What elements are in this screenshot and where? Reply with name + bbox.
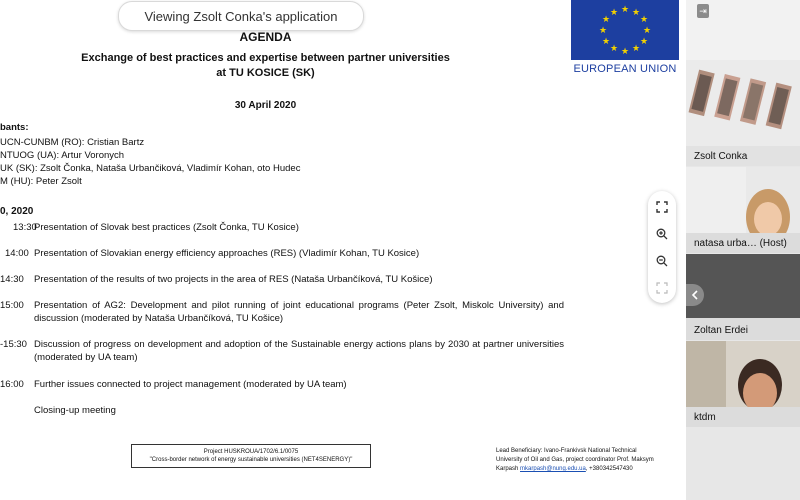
- agenda-time: -15:30: [0, 339, 27, 350]
- collapse-icon: ⇥: [699, 5, 707, 16]
- fullscreen-button[interactable]: [652, 278, 672, 298]
- participants-label: bants:: [0, 122, 29, 133]
- participant-name: natasa urba… (Host): [694, 238, 787, 249]
- agenda-title: AGENDA: [239, 30, 292, 44]
- svg-text:★: ★: [609, 44, 619, 54]
- lead-name: Karpash: [496, 466, 519, 472]
- eu-label: EUROPEAN UNION: [573, 63, 677, 75]
- agenda-text: Discussion of progress on development and adoption of the Sustainable energy actions plans by 2030 at partner universities (moderated by UA team): [34, 339, 564, 363]
- fit-page-button[interactable]: [652, 197, 672, 217]
- agenda-time: 14:30: [0, 274, 24, 285]
- lead-line-1: Lead Beneficiary: Ivano-Frankivsk National Technical: [496, 448, 637, 454]
- svg-text:★: ★: [631, 8, 641, 18]
- agenda-text: Presentation of Slovakian energy efficiency approaches (RES) (Vladimír Kohan, TU Kosice): [34, 248, 420, 259]
- subtitle-line-2: at TU KOSICE (SK): [216, 67, 315, 79]
- svg-text:★: ★: [601, 15, 611, 25]
- video-tile[interactable]: [686, 341, 800, 427]
- svg-text:★: ★: [620, 5, 630, 15]
- contact-email-link[interactable]: mkarpash@nung.edu.ua: [520, 466, 586, 472]
- collapse-panel-button[interactable]: [697, 4, 709, 18]
- agenda-time: 16:00: [0, 379, 24, 390]
- agenda-text: Presentation of AG2: Development and pilot running of joint educational programs (Peter Zsolt, Miskolc University) and discussion (moderated by Nataša Urbančíková, TU Košice): [34, 300, 564, 324]
- lead-line-3: [496, 465, 686, 474]
- agenda-date: 30 April 2020: [234, 100, 297, 111]
- svg-text:★: ★: [609, 8, 619, 18]
- fullscreen-icon: [656, 282, 668, 294]
- svg-text:★: ★: [601, 37, 611, 47]
- lead-beneficiary: [496, 447, 686, 474]
- project-number: Project HUSKROUA/1702/6.1/0075: [203, 449, 299, 455]
- participant-name: Zsolt Conka: [694, 151, 748, 162]
- participant-line: UK (SK): Zsolt Čonka, Nataša Urbančiková, Vladimír Kohan, oto Hudec: [0, 163, 301, 174]
- project-box: [131, 444, 371, 468]
- agenda-time: 13:30: [13, 222, 37, 233]
- agenda-subtitle: [0, 51, 531, 81]
- svg-text:★: ★: [642, 26, 652, 36]
- zoom-toolbar: [648, 191, 676, 303]
- svg-text:★: ★: [639, 37, 649, 47]
- viewing-banner: [118, 1, 364, 31]
- project-title: "Cross-border network of energy sustainable universities (NET4SENERGY)": [149, 457, 353, 463]
- svg-text:★: ★: [631, 44, 641, 54]
- participant-name: Zoltan Erdei: [694, 325, 748, 336]
- lead-line-2: University of Oil and Gas, project coordinator Prof. Maksym: [496, 457, 654, 463]
- subtitle-line-1: Exchange of best practices and expertise between partner universities: [81, 52, 450, 64]
- agenda-text: Presentation of the results of two projects in the area of RES (Nataša Urbančíková, TU Košice): [34, 274, 433, 285]
- agenda-text: Further issues connected to project management (moderated by UA team): [34, 379, 347, 390]
- zoom-in-icon: [656, 228, 668, 240]
- participant-line: NTUOG (UA): Artur Voronych: [0, 150, 125, 161]
- svg-text:★: ★: [620, 47, 630, 57]
- video-panel: [686, 0, 800, 500]
- eu-flag-logo: [571, 0, 679, 60]
- agenda-text: Presentation of Slovak best practices (Zsolt Čonka, TU Kosice): [34, 222, 299, 233]
- svg-text:★: ★: [639, 15, 649, 25]
- video-tile[interactable]: [686, 0, 800, 166]
- video-frame: [686, 0, 800, 166]
- participants-list: [0, 136, 300, 188]
- participant-line: M (HU): Peter Zsolt: [0, 176, 82, 187]
- video-tile[interactable]: [686, 167, 800, 253]
- participant-line: UCN-CUNBM (RO): Cristian Bartz: [0, 137, 145, 148]
- zoom-in-button[interactable]: [652, 224, 672, 244]
- viewing-banner-text: Viewing Zsolt Conka's application: [144, 8, 338, 24]
- agenda-text: Closing-up meeting: [34, 405, 116, 416]
- contact-phone: , +380342547430: [585, 466, 633, 472]
- zoom-out-button[interactable]: [652, 251, 672, 271]
- day-label: 0, 2020: [0, 206, 34, 217]
- zoom-out-icon: [656, 255, 668, 267]
- participant-name: ktdm: [694, 412, 716, 423]
- agenda-time: 15:00: [0, 300, 24, 311]
- agenda-time: 14:00: [5, 248, 29, 259]
- expand-icon: [656, 201, 668, 213]
- chevron-left-icon: [691, 290, 699, 300]
- svg-text:★: ★: [598, 26, 608, 36]
